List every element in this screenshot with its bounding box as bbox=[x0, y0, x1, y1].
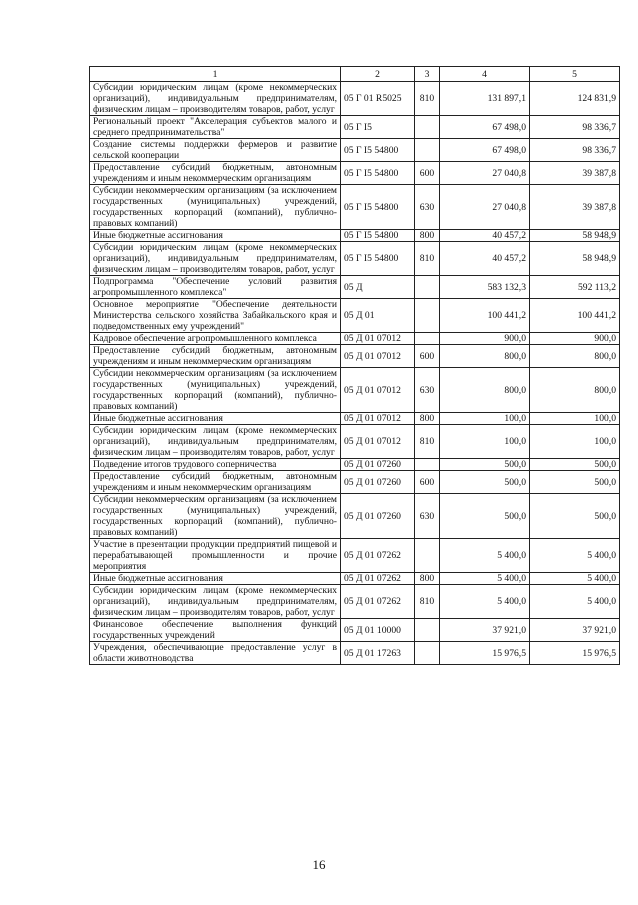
row-amount-year2-cell: 39 387,8 bbox=[530, 185, 620, 230]
column-header: 2 bbox=[341, 67, 415, 82]
row-amount-year1-cell: 67 498,0 bbox=[440, 139, 530, 162]
row-amount-year2-cell: 592 113,2 bbox=[530, 276, 620, 299]
row-name-cell: Кадровое обеспечение агропромышленного комплекса bbox=[90, 333, 341, 345]
row-name-cell: Субсидии некоммерческим организациям (за исключением государственных (муниципальных) учреждений, государственных корпораций (компаний), публично-правовых компаний) bbox=[90, 494, 341, 539]
row-name-cell: Субсидии некоммерческим организациям (за исключением государственных (муниципальных) учреждений, государственных корпораций (компаний), публично-правовых компаний) bbox=[90, 185, 341, 230]
table-row bbox=[90, 459, 620, 471]
row-name-cell: Субсидии юридическим лицам (кроме некоммерческих организаций), индивидуальным предпринимателям, физическим лицам – производителям товаров, работ, услуг bbox=[90, 82, 341, 116]
row-amount-year1-cell: 583 132,3 bbox=[440, 276, 530, 299]
row-expense-type-cell bbox=[415, 459, 440, 471]
row-amount-year2-cell: 100,0 bbox=[530, 413, 620, 425]
row-amount-year1-cell: 800,0 bbox=[440, 345, 530, 368]
row-amount-year1-cell: 40 457,2 bbox=[440, 230, 530, 242]
row-code-cell: 05 Д 01 07012 bbox=[341, 413, 415, 425]
row-name-cell: Субсидии некоммерческим организациям (за исключением государственных (муниципальных) учреждений, государственных корпораций (компаний), публично-правовых компаний) bbox=[90, 368, 341, 413]
row-code-cell: 05 Д 01 17263 bbox=[341, 642, 415, 665]
row-expense-type-cell: 810 bbox=[415, 425, 440, 459]
row-code-cell: 05 Д 01 07262 bbox=[341, 573, 415, 585]
row-expense-type-cell bbox=[415, 116, 440, 139]
row-code-cell: 05 Д 01 10000 bbox=[341, 619, 415, 642]
row-name-cell: Региональный проект "Акселерация субъектов малого и среднего предпринимательства" bbox=[90, 116, 341, 139]
row-expense-type-cell bbox=[415, 539, 440, 573]
row-code-cell: 05 Г I5 54800 bbox=[341, 162, 415, 185]
row-name-cell: Иные бюджетные ассигнования bbox=[90, 413, 341, 425]
table-row bbox=[90, 242, 620, 276]
table-row bbox=[90, 425, 620, 459]
row-expense-type-cell: 630 bbox=[415, 185, 440, 230]
table-row bbox=[90, 619, 620, 642]
row-amount-year2-cell: 124 831,9 bbox=[530, 82, 620, 116]
row-code-cell: 05 Г I5 54800 bbox=[341, 139, 415, 162]
table-row bbox=[90, 276, 620, 299]
row-code-cell: 05 Д 01 07260 bbox=[341, 494, 415, 539]
row-amount-year1-cell: 800,0 bbox=[440, 368, 530, 413]
row-amount-year2-cell: 500,0 bbox=[530, 459, 620, 471]
table-body bbox=[90, 82, 620, 665]
row-expense-type-cell bbox=[415, 139, 440, 162]
row-code-cell: 05 Г I5 54800 bbox=[341, 185, 415, 230]
row-name-cell: Учреждения, обеспечивающие предоставление услуг в области животноводства bbox=[90, 642, 341, 665]
table-row bbox=[90, 413, 620, 425]
row-amount-year2-cell: 39 387,8 bbox=[530, 162, 620, 185]
row-code-cell: 05 Д 01 07262 bbox=[341, 585, 415, 619]
row-name-cell: Предоставление субсидий бюджетным, автономным учреждениям и иным некоммерческим организациям bbox=[90, 471, 341, 494]
row-amount-year1-cell: 40 457,2 bbox=[440, 242, 530, 276]
table-row bbox=[90, 230, 620, 242]
row-amount-year1-cell: 100 441,2 bbox=[440, 299, 530, 333]
row-amount-year2-cell: 100,0 bbox=[530, 425, 620, 459]
row-expense-type-cell: 600 bbox=[415, 162, 440, 185]
table-row bbox=[90, 494, 620, 539]
row-amount-year1-cell: 900,0 bbox=[440, 333, 530, 345]
row-name-cell: Иные бюджетные ассигнования bbox=[90, 573, 341, 585]
table-row bbox=[90, 642, 620, 665]
row-amount-year1-cell: 5 400,0 bbox=[440, 573, 530, 585]
row-expense-type-cell: 600 bbox=[415, 471, 440, 494]
row-amount-year2-cell: 15 976,5 bbox=[530, 642, 620, 665]
header-row bbox=[90, 67, 620, 82]
row-code-cell: 05 Д 01 bbox=[341, 299, 415, 333]
row-expense-type-cell: 810 bbox=[415, 82, 440, 116]
row-amount-year1-cell: 100,0 bbox=[440, 413, 530, 425]
row-expense-type-cell bbox=[415, 642, 440, 665]
budget-table bbox=[89, 66, 620, 665]
row-name-cell: Предоставление субсидий бюджетным, автономным учреждениям и иным некоммерческим организациям bbox=[90, 345, 341, 368]
row-expense-type-cell: 810 bbox=[415, 242, 440, 276]
row-amount-year1-cell: 27 040,8 bbox=[440, 162, 530, 185]
row-code-cell: 05 Д 01 07012 bbox=[341, 425, 415, 459]
row-expense-type-cell: 630 bbox=[415, 494, 440, 539]
row-amount-year2-cell: 5 400,0 bbox=[530, 539, 620, 573]
row-expense-type-cell: 800 bbox=[415, 413, 440, 425]
row-amount-year2-cell: 5 400,0 bbox=[530, 573, 620, 585]
table-row bbox=[90, 185, 620, 230]
row-expense-type-cell bbox=[415, 619, 440, 642]
row-code-cell: 05 Д 01 07012 bbox=[341, 345, 415, 368]
table-row bbox=[90, 471, 620, 494]
row-amount-year1-cell: 27 040,8 bbox=[440, 185, 530, 230]
table-row bbox=[90, 116, 620, 139]
table-row bbox=[90, 299, 620, 333]
row-amount-year2-cell: 900,0 bbox=[530, 333, 620, 345]
column-header: 5 bbox=[530, 67, 620, 82]
row-amount-year2-cell: 500,0 bbox=[530, 494, 620, 539]
row-expense-type-cell: 810 bbox=[415, 585, 440, 619]
table-row bbox=[90, 585, 620, 619]
row-amount-year1-cell: 37 921,0 bbox=[440, 619, 530, 642]
table-row bbox=[90, 368, 620, 413]
table-row bbox=[90, 139, 620, 162]
row-amount-year2-cell: 58 948,9 bbox=[530, 230, 620, 242]
table-row bbox=[90, 573, 620, 585]
row-name-cell: Субсидии юридическим лицам (кроме некоммерческих организаций), индивидуальным предпринимателям, физическим лицам – производителям товаров, работ, услуг bbox=[90, 425, 341, 459]
table-row bbox=[90, 82, 620, 116]
row-code-cell: 05 Д 01 07260 bbox=[341, 471, 415, 494]
row-code-cell: 05 Д 01 07012 bbox=[341, 333, 415, 345]
row-name-cell: Подведение итогов трудового соперничества bbox=[90, 459, 341, 471]
column-header: 3 bbox=[415, 67, 440, 82]
row-name-cell: Предоставление субсидий бюджетным, автономным учреждениям и иным некоммерческим организациям bbox=[90, 162, 341, 185]
table-row bbox=[90, 345, 620, 368]
row-name-cell: Подпрограмма "Обеспечение условий развития агропромышленного комплекса" bbox=[90, 276, 341, 299]
row-name-cell: Основное мероприятие "Обеспечение деятельности Министерства сельского хозяйства Забайкальского края и подведомственных ему учреждений" bbox=[90, 299, 341, 333]
row-code-cell: 05 Г 01 R5025 bbox=[341, 82, 415, 116]
row-name-cell: Субсидии юридическим лицам (кроме некоммерческих организаций), индивидуальным предпринимателям, физическим лицам – производителям товаров, работ, услуг bbox=[90, 585, 341, 619]
row-expense-type-cell bbox=[415, 299, 440, 333]
table-row bbox=[90, 162, 620, 185]
row-amount-year1-cell: 67 498,0 bbox=[440, 116, 530, 139]
row-name-cell: Участие в презентации продукции предприятий пищевой и перерабатывающей промышленности и прочие мероприятия bbox=[90, 539, 341, 573]
row-name-cell: Иные бюджетные ассигнования bbox=[90, 230, 341, 242]
row-amount-year2-cell: 100 441,2 bbox=[530, 299, 620, 333]
row-amount-year1-cell: 100,0 bbox=[440, 425, 530, 459]
row-amount-year1-cell: 500,0 bbox=[440, 459, 530, 471]
row-amount-year1-cell: 5 400,0 bbox=[440, 539, 530, 573]
row-expense-type-cell bbox=[415, 333, 440, 345]
row-code-cell: 05 Д 01 07260 bbox=[341, 459, 415, 471]
row-amount-year1-cell: 131 897,1 bbox=[440, 82, 530, 116]
row-amount-year2-cell: 800,0 bbox=[530, 345, 620, 368]
row-expense-type-cell: 800 bbox=[415, 573, 440, 585]
row-amount-year2-cell: 5 400,0 bbox=[530, 585, 620, 619]
row-code-cell: 05 Г I5 54800 bbox=[341, 230, 415, 242]
page-number: 16 bbox=[312, 857, 326, 872]
row-expense-type-cell: 600 bbox=[415, 345, 440, 368]
row-expense-type-cell bbox=[415, 276, 440, 299]
table-row bbox=[90, 539, 620, 573]
row-name-cell: Финансовое обеспечение выполнения функций государственных учреждений bbox=[90, 619, 341, 642]
row-amount-year1-cell: 500,0 bbox=[440, 471, 530, 494]
row-amount-year2-cell: 98 336,7 bbox=[530, 116, 620, 139]
row-expense-type-cell: 630 bbox=[415, 368, 440, 413]
row-amount-year2-cell: 37 921,0 bbox=[530, 619, 620, 642]
row-name-cell: Субсидии юридическим лицам (кроме некоммерческих организаций), индивидуальным предпринимателям, физическим лицам – производителям товаров, работ, услуг bbox=[90, 242, 341, 276]
row-amount-year1-cell: 15 976,5 bbox=[440, 642, 530, 665]
row-amount-year2-cell: 58 948,9 bbox=[530, 242, 620, 276]
row-code-cell: 05 Д bbox=[341, 276, 415, 299]
row-expense-type-cell: 800 bbox=[415, 230, 440, 242]
row-name-cell: Создание системы поддержки фермеров и развитие сельской кооперации bbox=[90, 139, 341, 162]
table-row bbox=[90, 333, 620, 345]
row-code-cell: 05 Д 01 07012 bbox=[341, 368, 415, 413]
row-code-cell: 05 Д 01 07262 bbox=[341, 539, 415, 573]
row-code-cell: 05 Г I5 54800 bbox=[341, 242, 415, 276]
row-amount-year2-cell: 98 336,7 bbox=[530, 139, 620, 162]
row-amount-year1-cell: 500,0 bbox=[440, 494, 530, 539]
column-header: 4 bbox=[440, 67, 530, 82]
row-amount-year2-cell: 800,0 bbox=[530, 368, 620, 413]
column-header: 1 bbox=[90, 67, 341, 82]
row-code-cell: 05 Г I5 bbox=[341, 116, 415, 139]
row-amount-year2-cell: 500,0 bbox=[530, 471, 620, 494]
row-amount-year1-cell: 5 400,0 bbox=[440, 585, 530, 619]
